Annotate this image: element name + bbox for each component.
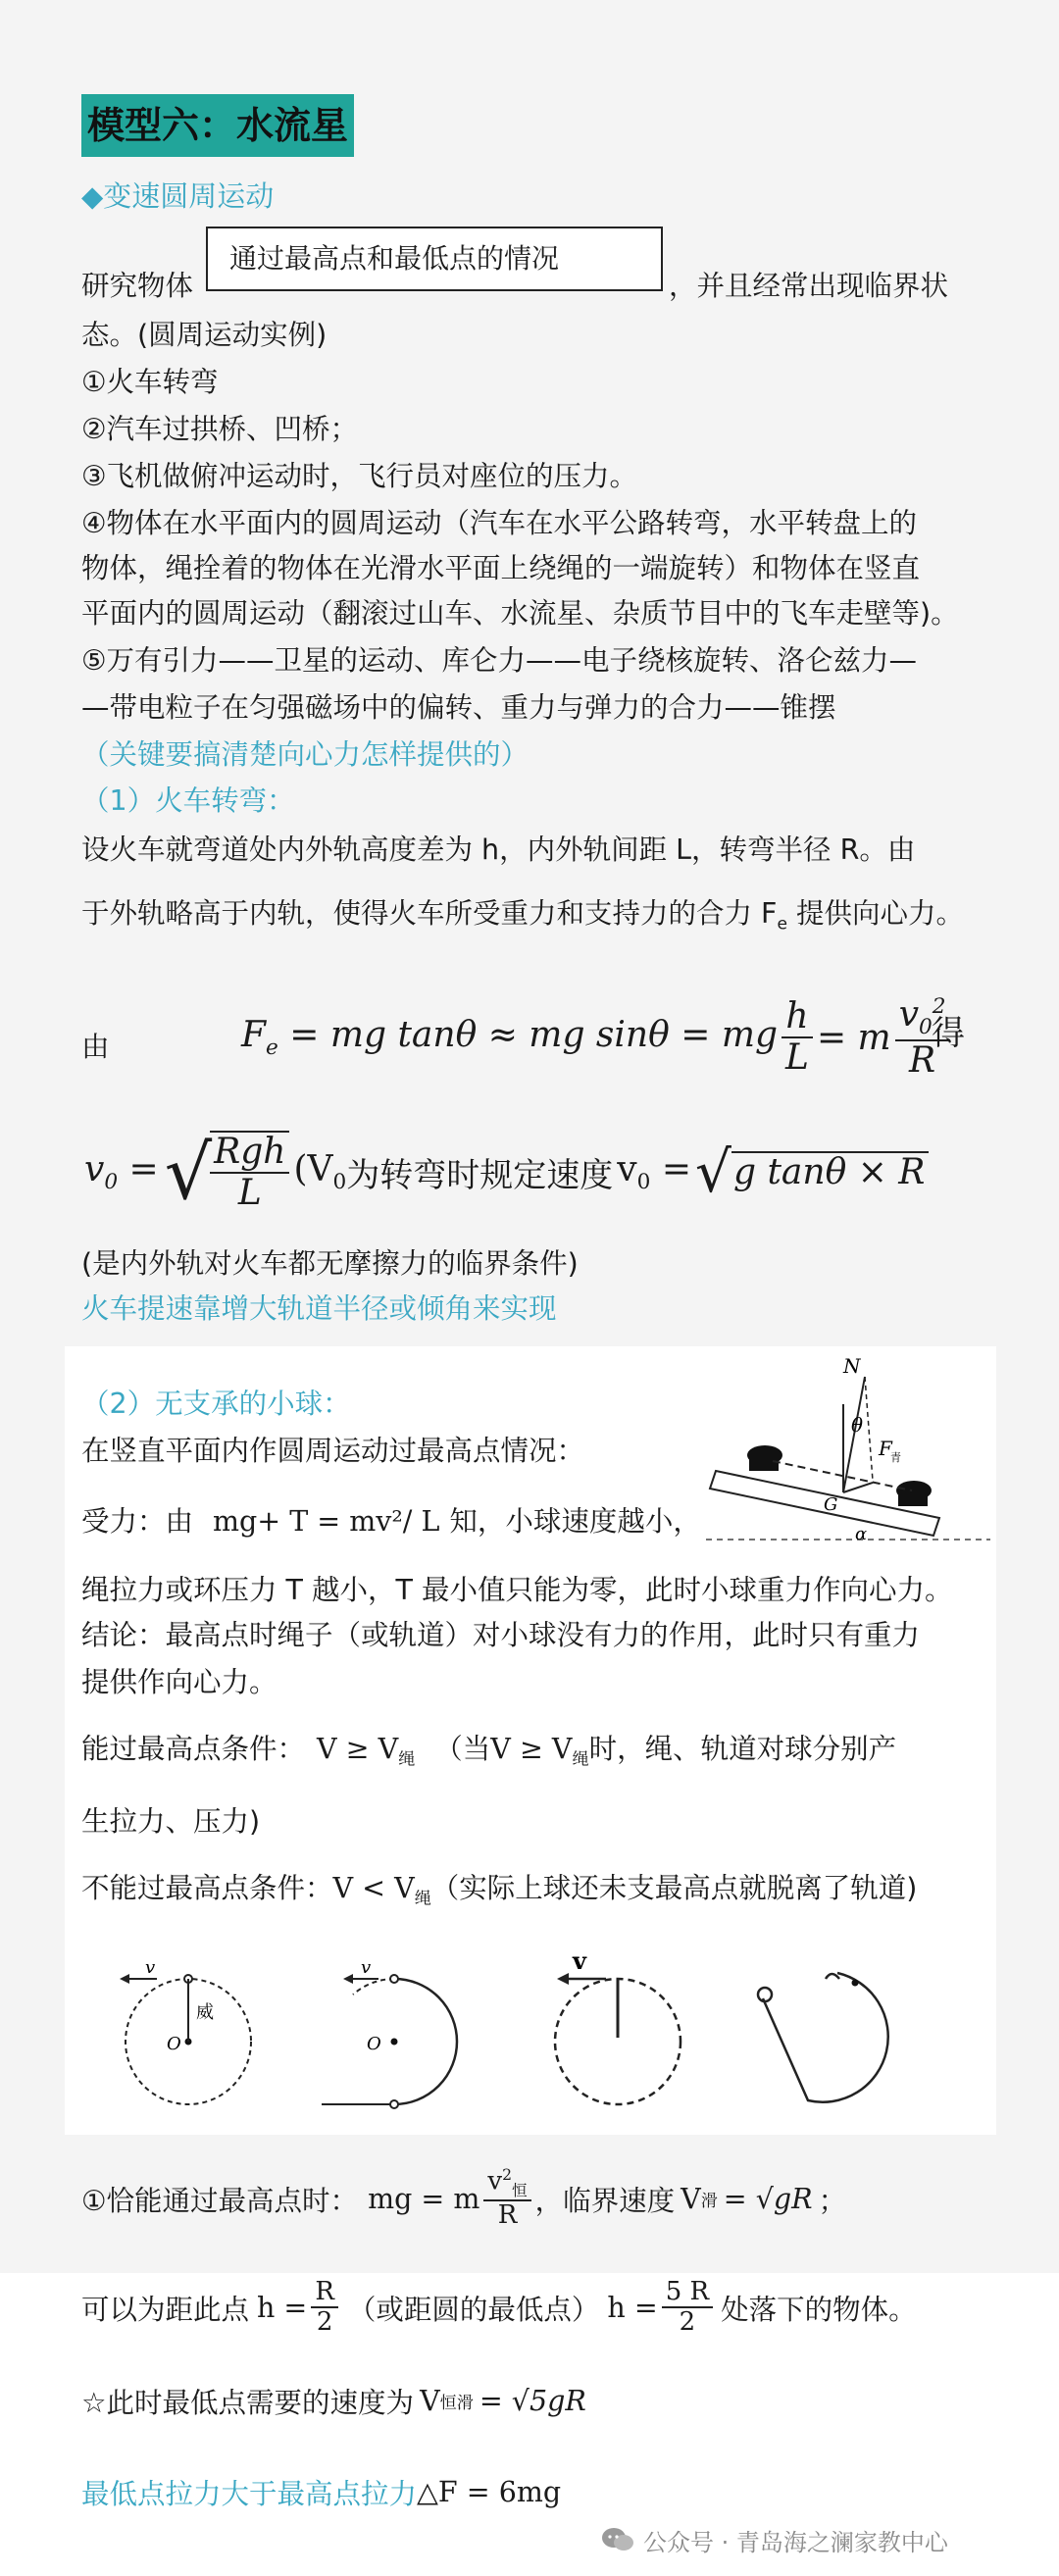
section2-l8: 不能过最高点条件：$V < V_绳$（实际上球还未支最高点就脱离了轨道) — [81, 1872, 918, 1909]
eq1-formula: $F_e$ = mg tanθ ≈ mg sinθ = mg $\frac{h}{L}$ = m $\frac{v_0^2}{R}$ — [241, 984, 954, 1091]
lowest-speed-line: ☆此时最低点需要的速度为 V 恒滑 = √5gR — [81, 2384, 586, 2419]
intro-after-box: ，并且经常出现临界状 — [669, 270, 949, 302]
example-2: ②汽车过拱桥、凹桥； — [81, 413, 359, 445]
circle-figure-3 — [537, 1947, 714, 2114]
subtitle: ◆变速圆周运动 — [81, 179, 275, 213]
example-4b: 物体，绳拴着的物体在光滑水平面上绕绳的一端旋转）和物体在竖直 — [81, 552, 921, 584]
drop-height-line: 可以为距此点 h = $\frac{R}{2}$ （或距圆的最低点） h = $\frac{5 R}{2}$ 处落下的物体。 — [81, 2277, 917, 2337]
watermark: 公众号 · 青岛海之澜家教中心 — [600, 2522, 948, 2557]
fig3-label-v: v — [573, 1947, 586, 1975]
example-5b: —带电粒子在匀强磁场中的偏转、重力与弹力的合力——锥摆 — [81, 691, 836, 724]
intro-before-box: 研究物体 — [81, 270, 194, 302]
critical-speed-line: ①恰能通过最高点时： mg = m $\frac{v^2_恒}{R}$ ，临界速度 V 滑 = √gR ； — [81, 2166, 847, 2231]
fig1-label-v: v — [145, 1957, 156, 1978]
tension-diff-line: 最低点拉力大于最高点拉力 △F = 6mg — [81, 2475, 562, 2510]
fig-label-alpha: α — [855, 1524, 868, 1544]
example-5: ⑤万有引力——卫星的运动、库仑力——电子绕核旋转、洛仑兹力— — [81, 644, 918, 677]
intro-line2: 态。(圆周运动实例) — [81, 319, 328, 351]
example-3: ③飞机做俯冲运动时，飞行员对座位的压力。 — [81, 460, 638, 492]
section2-l4: 结论：最高点时绳子（或轨道）对小球没有力的作用，此时只有重力 — [81, 1619, 921, 1651]
eq1-suffix: 得 — [932, 1014, 965, 1053]
highlight-box: 通过最高点和最低点的情况 — [206, 227, 663, 291]
fig-label-f: F — [879, 1437, 892, 1460]
train-incline-figure — [706, 1345, 990, 1551]
wechat-icon — [600, 2526, 635, 2553]
fig1-label-o: O — [167, 2034, 181, 2054]
circle-figure-1 — [98, 1953, 265, 2110]
eq1-prefix: 由 — [81, 1031, 110, 1063]
example-4c: 平面内的圆周运动（翻滚过山车、水流星、杂质节目中的飞车走壁等)。 — [81, 597, 959, 630]
section1-p2: 于外轨略高于内轨，使得火车所受重力和支持力的合力 $F_e$ 提供向心力。 — [81, 897, 965, 934]
cond-note: (是内外轨对火车都无摩擦力的临界条件) — [81, 1247, 579, 1280]
fig1-label-wei: 威 — [196, 2002, 214, 2023]
section2-l7: 生拉力、压力) — [81, 1805, 261, 1838]
example-1: ①火车转弯 — [81, 366, 219, 398]
circle-figure-4 — [755, 1953, 932, 2120]
fig-label-fsub: 青 — [890, 1451, 901, 1464]
page-title: 模型六：水流星 — [81, 94, 354, 157]
key-note: （关键要搞清楚向心力怎样提供的） — [81, 738, 530, 771]
circle-figure-2 — [304, 1953, 500, 2110]
section1-p1: 设火车就弯道处内外轨高度差为 h，内外轨间距 L，转弯半径 R。由 — [81, 833, 916, 866]
section2-l5: 提供作向心力。 — [81, 1666, 277, 1698]
section2-l2: 受力：由 mg+ T = mv²/ L 知，小球速度越小， — [81, 1505, 701, 1538]
fig-label-theta: θ — [851, 1413, 864, 1437]
fig-label-g: G — [824, 1494, 838, 1515]
example-4: ④物体在水平面内的圆周运动（汽车在水平公路转弯，水平转盘上的 — [81, 507, 918, 539]
fig2-label-o: O — [367, 2034, 381, 2054]
eq2-formula: $v_0$ = √ $\frac{\text{Rgh}}{L}$ ($V_0$ 为转弯时规定速度 $v_0$ = √ g tanθ × R — [84, 1113, 929, 1231]
section1-heading: （1）火车转弯： — [81, 784, 295, 817]
section2-l1: 在竖直平面内作圆周运动过最高点情况： — [81, 1435, 585, 1467]
fig-label-n: N — [843, 1354, 861, 1378]
section2-l3: 绳拉力或环压力 T 越小，T 最小值只能为零，此时小球重力作向心力。 — [81, 1574, 953, 1606]
fig2-label-v: v — [361, 1957, 372, 1978]
tip-note: 火车提速靠增大轨道半径或倾角来实现 — [81, 1292, 557, 1325]
section2-heading: （2）无支承的小球： — [81, 1388, 351, 1420]
section2-l6: 能过最高点条件： $V \ge V_绳$ （当$V \ge V_绳$时，绳、轨道对球分别产 — [81, 1733, 897, 1770]
